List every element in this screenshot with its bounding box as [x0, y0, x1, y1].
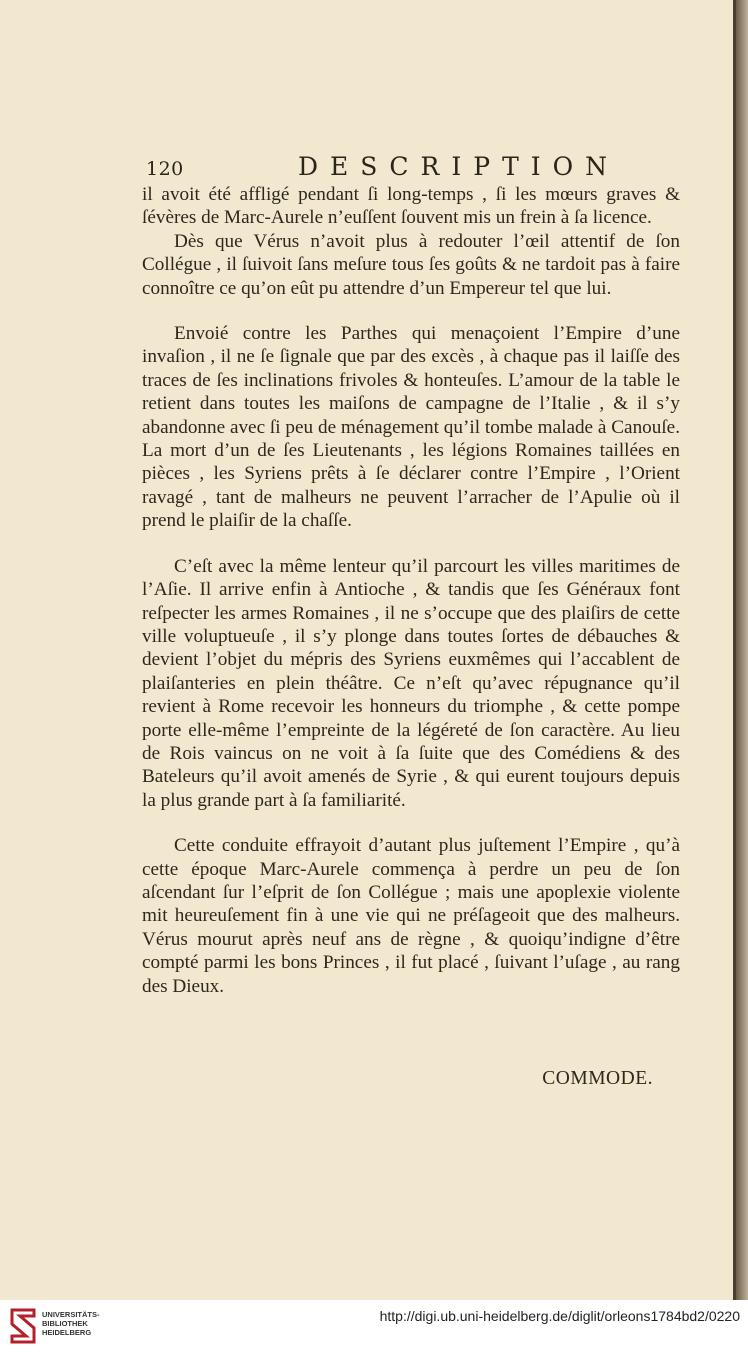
paragraph-5: Cette conduite effrayoit d’autant plus juſtement l’Empire , qu’à cette époque Marc-Aurele commença à perdre un peu de ſon aſcendant ſur l’eſprit de ſon Collégue ; mais une apoplexie violente mit heureuſement fin à une vie qui ne préſageoit que des malheurs. Vérus mourut après neuf ans de règne , & quoiqu’indigne d’être compté parmi les bons Princes , il fut placé , ſuivant l’uſage , au rang des Dieux.	[142, 835, 680, 997]
page-header	[146, 152, 686, 186]
footer-bar	[0, 1300, 748, 1352]
library-name	[42, 1310, 100, 1337]
library-logo-icon	[8, 1306, 38, 1346]
library-name-line: BIBLIOTHEK	[42, 1319, 88, 1328]
paragraph-2: Dès que Vérus n’avoit plus à redouter l’œil attentif de ſon Collégue , il ſuivoit ſans meſure tous ſes goûts & ne tardoit pas à faire connoître ce qu’on eût pu attendre d’un Empereur tel que lui.	[142, 230, 680, 299]
paragraph-4: C’eſt avec la même lenteur qu’il parcourt les villes maritimes de l’Aſie. Il arrive enfin à Antioche , & tandis que ſes Généraux font reſpecter les armes Romaines , il ne s’occupe que des plaiſirs de cette ville voluptueuſe , il s’y plonge dans toutes ſortes de débauches & devient l’objet du mépris des Syriens euxmêmes qui l’accablent de plaiſanteries en plein théâtre. Ce n’eſt qu’avec répugnance qu’il revient à Rome recevoir les honneurs du triomphe , & cette pompe porte elle-même l’empreinte de la légéreté de ſon caractère. Au lieu de Rois vaincus on ne voit à ſa ſuite que des Comédiens & des Bateleurs qu’il avoit amenés de Syrie , & qui eurent toujours depuis la plus grande part à ſa familiarité.	[142, 555, 680, 811]
running-title: DESCRIPTION	[298, 152, 619, 181]
paragraph-3: Envoié contre les Parthes qui menaçoient l’Empire d’une invaſion , il ne ſe ſignale que par des excès , à chaque pas il laiſſe des traces de ſes inclinations frivoles & honteuſes. L’amour de la table le retient dans toutes les maiſons de campagne de l’Italie , & il s’y abandonne avec ſi peu de ménagement qu’il tombe malade à Canouſe. La mort d’un de ſes Lieutenants , les légions Romaines taillées en pièces , les Syriens prêts à ſe déclarer contre l’Empire , l’Orient ravagé , tant de malheurs ne peuvent l’arracher de l’Apulie où il prend le plaiſir de la chaſſe.	[142, 323, 680, 532]
library-name-line: UNIVERSITÄTS-	[42, 1310, 100, 1319]
library-name-line: HEIDELBERG	[42, 1328, 92, 1337]
page-number: 120	[146, 158, 184, 180]
page-edge	[736, 0, 748, 1300]
source-url-link[interactable]: http://digi.ub.uni-heidelberg.de/diglit/orleons1784bd2/0220	[379, 1308, 740, 1324]
paragraph-1: il avoit été affligé pendant ſi long-temps , ſi les mœurs graves & ſévères de Marc-Aurele n’euſſent ſouvent mis un frein à ſa licence.	[142, 184, 680, 229]
catchword: COMMODE.	[542, 1068, 653, 1089]
body-text	[142, 183, 680, 998]
